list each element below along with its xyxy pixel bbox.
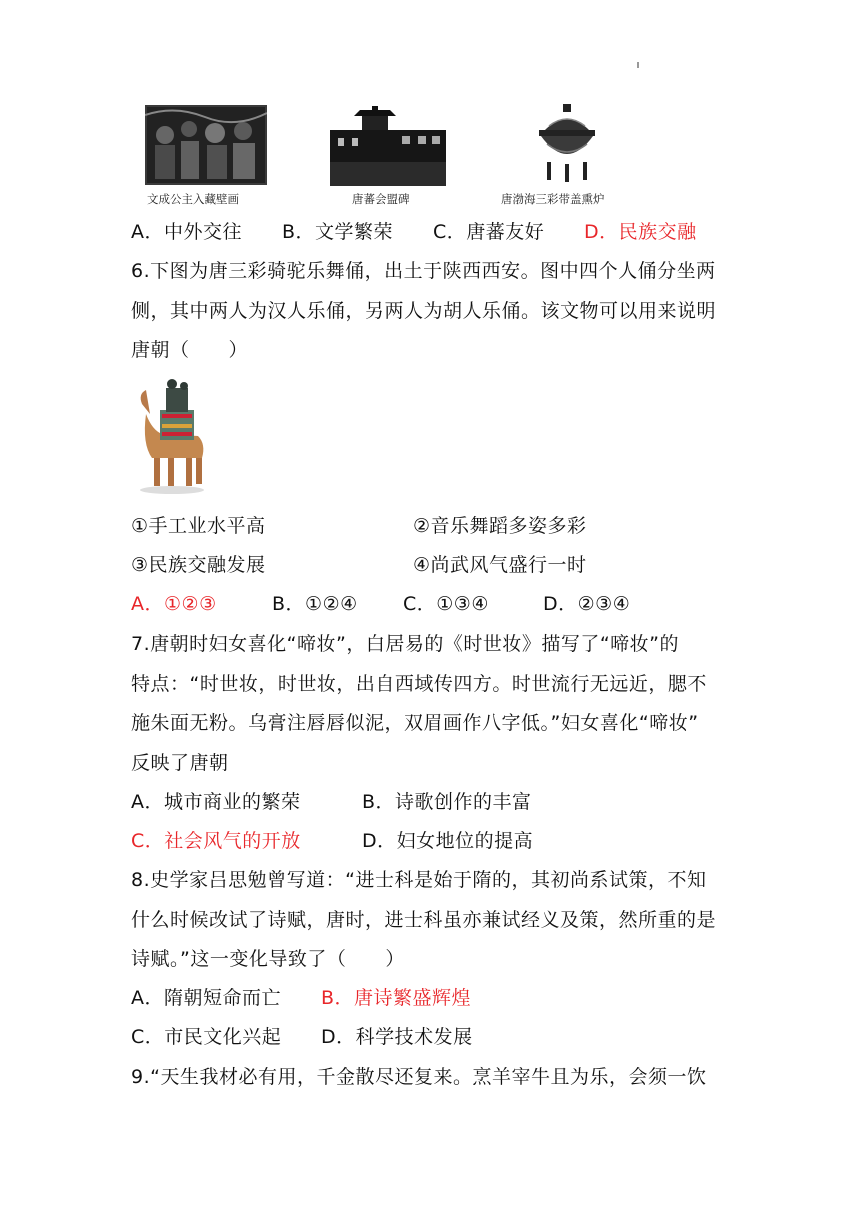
image-caption-stele: 唐蕃会盟碑 xyxy=(352,192,410,206)
tang-tibet-alliance-stele-image xyxy=(330,102,446,186)
princess-wencheng-mural-image xyxy=(145,105,267,185)
q6-option-a: A．①②③ xyxy=(131,593,217,615)
bohai-censer-image xyxy=(527,100,607,188)
q6-statement-1: ①手工业水平高 xyxy=(131,515,266,537)
q6-stem-line-3: 唐朝（ ） xyxy=(131,339,249,361)
q6-stem-line-1: 6.下图为唐三彩骑驼乐舞俑，出土于陕西西安。图中四个人俑分坐两 xyxy=(131,260,716,282)
q6-option-d: D．②③④ xyxy=(543,593,631,615)
q9-stem-line-1: 9.“天生我材必有用，千金散尽还复来。烹羊宰牛且为乐，会须一饮 xyxy=(131,1066,707,1088)
q8-option-a: A．隋朝短命而亡 xyxy=(131,987,281,1009)
image-caption-censer: 唐渤海三彩带盖熏炉 xyxy=(501,192,605,206)
camel-musicians-figurine-image xyxy=(132,374,214,496)
q8-stem-line-1: 8.史学家吕思勉曾写道：“进士科是始于隋的，其初尚系试策，不知 xyxy=(131,869,707,891)
q7-option-b: B．诗歌创作的丰富 xyxy=(362,791,532,813)
q7-stem-line-4: 反映了唐朝 xyxy=(131,752,229,774)
q6-option-b: B．①②④ xyxy=(272,593,358,615)
q7-stem-line-3: 施朱面无粉。乌膏注唇唇似泥，双眉画作八字低。”妇女喜化“啼妆” xyxy=(131,712,699,734)
q6-option-c: C．①③④ xyxy=(403,593,489,615)
q5-option-a: A．中外交往 xyxy=(131,221,242,243)
q7-stem-line-1: 7.唐朝时妇女喜化“啼妆”，白居易的《时世妆》描写了“啼妆”的 xyxy=(131,633,680,655)
q5-option-d: D．民族交融 xyxy=(584,221,697,243)
q8-stem-line-3: 诗赋。”这一变化导致了（ ） xyxy=(131,948,405,970)
q6-statement-4: ④尚武风气盛行一时 xyxy=(413,554,587,576)
q8-option-c: C．市民文化兴起 xyxy=(131,1026,282,1048)
q6-stem-line-2: 侧，其中两人为汉人乐俑，另两人为胡人乐俑。该文物可以用来说明 xyxy=(131,300,717,322)
q6-statement-2: ②音乐舞蹈多姿多彩 xyxy=(413,515,587,537)
q5-option-b: B．文学繁荣 xyxy=(282,221,394,243)
q8-stem-line-2: 什么时候改试了诗赋，唐时，进士科虽亦兼试经义及策，然所重的是 xyxy=(131,909,717,931)
q6-statement-3: ③民族交融发展 xyxy=(131,554,266,576)
q7-stem-line-2: 特点：“时世妆，时世妆，出自西域传四方。时世流行无远近，腮不 xyxy=(131,673,707,695)
page-mark xyxy=(637,62,639,68)
q7-option-d: D．妇女地位的提高 xyxy=(362,830,534,852)
q7-option-c: C．社会风气的开放 xyxy=(131,830,301,852)
q7-option-a: A．城市商业的繁荣 xyxy=(131,791,301,813)
q8-option-d: D．科学技术发展 xyxy=(321,1026,473,1048)
q5-option-c: C．唐蕃友好 xyxy=(433,221,545,243)
image-caption-mural: 文成公主入藏壁画 xyxy=(147,192,239,206)
q8-option-b: B．唐诗繁盛辉煌 xyxy=(321,987,472,1009)
